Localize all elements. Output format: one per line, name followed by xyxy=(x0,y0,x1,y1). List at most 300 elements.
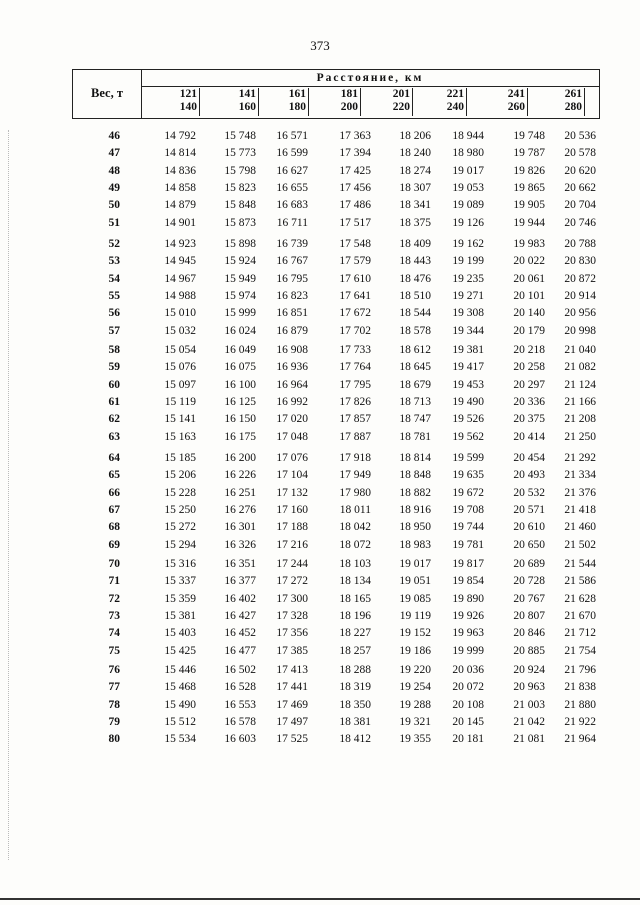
range-to: 260 xyxy=(507,101,525,113)
tariff-cell: 20 650 xyxy=(513,538,545,551)
tariff-cell: 20 830 xyxy=(564,255,596,268)
tariff-cell: 19 999 xyxy=(452,644,484,657)
tariff-cell: 19 748 xyxy=(513,130,545,142)
tariff-cell: 15 228 xyxy=(164,486,196,499)
tariff-cell: 21 796 xyxy=(564,664,596,676)
tariff-cell: 16 683 xyxy=(276,199,308,212)
range-to: 220 xyxy=(392,101,410,113)
tariff-cell: 17 188 xyxy=(276,521,308,534)
tariff-cell: 20 336 xyxy=(513,395,545,408)
tariff-cell: 21 042 xyxy=(513,715,545,728)
tariff-cell: 20 140 xyxy=(513,307,545,320)
tariff-cell: 19 787 xyxy=(513,147,545,160)
tariff-cell: 19 781 xyxy=(452,538,484,551)
tariff-cell: 14 879 xyxy=(164,199,196,212)
tariff-cell: 19 254 xyxy=(399,681,431,694)
weight-cell: 46 xyxy=(108,130,120,142)
tariff-cell: 18 713 xyxy=(399,395,431,408)
tariff-cell: 17 517 xyxy=(339,216,371,229)
tariff-cell: 15 798 xyxy=(224,164,256,177)
tariff-cell: 20 218 xyxy=(513,344,545,356)
tariff-cell: 15 924 xyxy=(224,255,256,268)
weight-cell: 72 xyxy=(108,592,120,605)
tariff-cell: 19 963 xyxy=(452,627,484,640)
tariff-cell: 16 276 xyxy=(224,503,256,516)
tariff-cell: 15 163 xyxy=(164,430,196,443)
tariff-cell: 17 132 xyxy=(276,486,308,499)
tariff-cell: 17 356 xyxy=(276,627,308,640)
weight-cell: 61 xyxy=(108,395,120,408)
tariff-cell: 17 980 xyxy=(339,486,371,499)
tariff-cell: 15 206 xyxy=(164,469,196,482)
weight-cell: 74 xyxy=(108,627,120,640)
tariff-cell: 16 477 xyxy=(224,644,256,657)
tariff-cell: 20 914 xyxy=(564,289,596,302)
tariff-cell: 16 125 xyxy=(224,395,256,408)
tariff-cell: 19 562 xyxy=(452,430,484,443)
tariff-cell: 18 645 xyxy=(399,361,431,374)
tariff-cell: 16 351 xyxy=(224,558,256,570)
tariff-cell: 18 206 xyxy=(399,130,431,142)
tariff-cell: 20 532 xyxy=(513,486,545,499)
weight-cell: 65 xyxy=(108,469,120,482)
tariff-cell: 17 385 xyxy=(276,644,308,657)
page-bottom-edge xyxy=(0,898,640,900)
weight-cell: 80 xyxy=(108,733,120,746)
tariff-cell: 16 528 xyxy=(224,681,256,694)
tariff-cell: 17 441 xyxy=(276,681,308,694)
tariff-cell: 14 814 xyxy=(164,147,196,160)
tariff-cell: 17 328 xyxy=(276,609,308,622)
weight-cell: 64 xyxy=(108,452,120,464)
tariff-cell: 15 873 xyxy=(224,216,256,229)
range-from: 221 xyxy=(446,88,464,100)
tariff-cell: 19 983 xyxy=(513,238,545,250)
tariff-cell: 20 578 xyxy=(564,147,596,160)
tariff-cell: 17 702 xyxy=(339,324,371,337)
tariff-cell: 21 124 xyxy=(564,378,596,391)
tariff-cell: 18 103 xyxy=(339,558,371,570)
tariff-cell: 16 578 xyxy=(224,715,256,728)
tariff-cell: 21 754 xyxy=(564,644,596,657)
tariff-cell: 17 857 xyxy=(339,413,371,426)
tariff-cell: 20 072 xyxy=(452,681,484,694)
tariff-cell: 18 476 xyxy=(399,272,431,285)
tariff-cell: 19 199 xyxy=(452,255,484,268)
tariff-cell: 21 586 xyxy=(564,575,596,588)
tariff-cell: 18 288 xyxy=(339,664,371,676)
tariff-cell: 15 097 xyxy=(164,378,196,391)
tariff-cell: 18 983 xyxy=(399,538,431,551)
tariff-cell: 18 443 xyxy=(399,255,431,268)
range-from: 241 xyxy=(507,88,525,100)
tariff-cell: 14 945 xyxy=(164,255,196,268)
tariff-cell: 18 781 xyxy=(399,430,431,443)
weight-column-header: Вес, т xyxy=(73,70,142,118)
tariff-cell: 19 344 xyxy=(452,324,484,337)
tariff-cell: 18 375 xyxy=(399,216,431,229)
range-from: 261 xyxy=(564,88,582,100)
range-from: 201 xyxy=(392,88,410,100)
tariff-cell: 17 300 xyxy=(276,592,308,605)
tariff-cell: 21 082 xyxy=(564,361,596,374)
tariff-cell: 15 848 xyxy=(224,199,256,212)
tariff-cell: 19 826 xyxy=(513,164,545,177)
page-number: 373 xyxy=(310,38,330,53)
tariff-cell: 17 579 xyxy=(339,255,371,268)
weight-cell: 58 xyxy=(108,344,120,356)
tariff-cell: 18 011 xyxy=(339,503,371,516)
tariff-cell: 20 101 xyxy=(513,289,545,302)
tariff-cell: 21 502 xyxy=(564,538,596,551)
tariff-cell: 21 964 xyxy=(564,733,596,746)
tariff-cell: 20 061 xyxy=(513,272,545,285)
tariff-cell: 16 908 xyxy=(276,344,308,356)
weight-cell: 63 xyxy=(108,430,120,443)
tariff-cell: 16 571 xyxy=(276,130,308,142)
tariff-cell: 18 307 xyxy=(399,181,431,194)
tariff-cell: 21 334 xyxy=(564,469,596,482)
tariff-cell: 15 446 xyxy=(164,664,196,676)
tariff-cell: 20 767 xyxy=(513,592,545,605)
tariff-cell: 17 486 xyxy=(339,199,371,212)
tariff-cell: 20 181 xyxy=(452,733,484,746)
tariff-cell: 18 679 xyxy=(399,378,431,391)
tariff-cell: 21 250 xyxy=(564,430,596,443)
tariff-cell: 17 672 xyxy=(339,307,371,320)
tariff-cell: 18 042 xyxy=(339,521,371,534)
tariff-cell: 21 460 xyxy=(564,521,596,534)
distance-header: Расстояние, км xyxy=(141,70,599,87)
tariff-cell: 20 963 xyxy=(513,681,545,694)
tariff-cell: 17 641 xyxy=(339,289,371,302)
tariff-cell: 19 599 xyxy=(452,452,484,464)
tariff-cell: 21 040 xyxy=(564,344,596,356)
tariff-cell: 19 526 xyxy=(452,413,484,426)
tariff-cell: 19 817 xyxy=(452,558,484,570)
tariff-cell: 17 949 xyxy=(339,469,371,482)
tariff-cell: 16 603 xyxy=(224,733,256,746)
tariff-cell: 15 748 xyxy=(224,130,256,142)
tariff-cell: 15 359 xyxy=(164,592,196,605)
tariff-cell: 20 807 xyxy=(513,609,545,622)
tariff-cell: 16 100 xyxy=(224,378,256,391)
tariff-cell: 19 854 xyxy=(452,575,484,588)
tariff-cell: 17 733 xyxy=(339,344,371,356)
tariff-cell: 20 885 xyxy=(513,644,545,657)
tariff-cell: 18 409 xyxy=(399,238,431,250)
tariff-cell: 15 010 xyxy=(164,307,196,320)
weight-cell: 47 xyxy=(108,147,120,160)
tariff-cell: 20 662 xyxy=(564,181,596,194)
tariff-cell: 16 502 xyxy=(224,664,256,676)
tariff-cell: 18 578 xyxy=(399,324,431,337)
tariff-cell: 19 381 xyxy=(452,344,484,356)
tariff-cell: 21 922 xyxy=(564,715,596,728)
tariff-cell: 19 744 xyxy=(452,521,484,534)
tariff-cell: 20 258 xyxy=(513,361,545,374)
tariff-cell: 17 363 xyxy=(339,130,371,142)
tariff-cell: 19 162 xyxy=(452,238,484,250)
tariff-cell: 20 924 xyxy=(513,664,545,676)
tariff-cell: 20 145 xyxy=(452,715,484,728)
tariff-cell: 19 944 xyxy=(513,216,545,229)
tariff-cell: 21 376 xyxy=(564,486,596,499)
tariff-cell: 17 216 xyxy=(276,538,308,551)
tariff-cell: 19 271 xyxy=(452,289,484,302)
tariff-cell: 16 599 xyxy=(276,147,308,160)
range-to: 160 xyxy=(238,101,256,113)
tariff-cell: 17 497 xyxy=(276,715,308,728)
tariff-cell: 18 510 xyxy=(399,289,431,302)
tariff-cell: 15 898 xyxy=(224,238,256,250)
tariff-cell: 17 272 xyxy=(276,575,308,588)
tariff-cell: 14 923 xyxy=(164,238,196,250)
tariff-cell: 18 882 xyxy=(399,486,431,499)
tariff-cell: 16 452 xyxy=(224,627,256,640)
tariff-cell: 19 926 xyxy=(452,609,484,622)
tariff-cell: 18 227 xyxy=(339,627,371,640)
tariff-cell: 15 773 xyxy=(224,147,256,160)
tariff-cell: 14 792 xyxy=(164,130,196,142)
tariff-cell: 19 051 xyxy=(399,575,431,588)
tariff-cell: 20 375 xyxy=(513,413,545,426)
tariff-cell: 15 250 xyxy=(164,503,196,516)
tariff-cell: 18 544 xyxy=(399,307,431,320)
tariff-cell: 20 704 xyxy=(564,199,596,212)
tariff-cell: 21 292 xyxy=(564,452,596,464)
tariff-cell: 19 490 xyxy=(452,395,484,408)
tariff-cell: 18 274 xyxy=(399,164,431,177)
tariff-cell: 21 628 xyxy=(564,592,596,605)
tariff-cell: 19 186 xyxy=(399,644,431,657)
range-from: 161 xyxy=(288,88,306,100)
tariff-cell: 20 872 xyxy=(564,272,596,285)
tariff-cell: 19 355 xyxy=(399,733,431,746)
tariff-cell: 19 417 xyxy=(452,361,484,374)
tariff-cell: 15 054 xyxy=(164,344,196,356)
weight-cell: 57 xyxy=(108,324,120,337)
tariff-cell: 20 788 xyxy=(564,238,596,250)
tariff-cell: 15 032 xyxy=(164,324,196,337)
tariff-cell: 14 988 xyxy=(164,289,196,302)
tariff-cell: 15 490 xyxy=(164,698,196,711)
tariff-cell: 18 848 xyxy=(399,469,431,482)
tariff-cell: 16 711 xyxy=(276,216,308,229)
tariff-cell: 18 341 xyxy=(399,199,431,212)
weight-cell: 54 xyxy=(108,272,120,285)
tariff-cell: 16 823 xyxy=(276,289,308,302)
margin-line xyxy=(8,130,10,860)
tariff-cell: 15 823 xyxy=(224,181,256,194)
tariff-cell: 16 767 xyxy=(276,255,308,268)
tariff-cell: 19 288 xyxy=(399,698,431,711)
weight-cell: 66 xyxy=(108,486,120,499)
tariff-cell: 16 175 xyxy=(224,430,256,443)
tariff-cell: 14 901 xyxy=(164,216,196,229)
weight-cell: 52 xyxy=(108,238,120,250)
tariff-cell: 21 670 xyxy=(564,609,596,622)
weight-cell: 71 xyxy=(108,575,120,588)
range-from: 181 xyxy=(340,88,358,100)
weight-cell: 59 xyxy=(108,361,120,374)
tariff-cell: 19 220 xyxy=(399,664,431,676)
tariff-cell: 16 402 xyxy=(224,592,256,605)
weight-cell: 73 xyxy=(108,609,120,622)
tariff-cell: 16 627 xyxy=(276,164,308,177)
tariff-cell: 16 739 xyxy=(276,238,308,250)
tariff-cell: 19 308 xyxy=(452,307,484,320)
tariff-cell: 18 980 xyxy=(452,147,484,160)
tariff-cell: 16 851 xyxy=(276,307,308,320)
tariff-cell: 18 950 xyxy=(399,521,431,534)
tariff-cell: 17 918 xyxy=(339,452,371,464)
tariff-cell: 20 454 xyxy=(513,452,545,464)
tariff-cell: 16 879 xyxy=(276,324,308,337)
range-to: 280 xyxy=(564,101,582,113)
tariff-cell: 17 160 xyxy=(276,503,308,516)
tariff-cell: 17 469 xyxy=(276,698,308,711)
tariff-cell: 18 319 xyxy=(339,681,371,694)
tariff-cell: 20 022 xyxy=(513,255,545,268)
tariff-cell: 21 208 xyxy=(564,413,596,426)
tariff-cell: 20 108 xyxy=(452,698,484,711)
range-from: 121 xyxy=(179,88,197,100)
tariff-cell: 19 085 xyxy=(399,592,431,605)
tariff-cell: 19 708 xyxy=(452,503,484,516)
tariff-cell: 17 394 xyxy=(339,147,371,160)
tariff-cell: 15 974 xyxy=(224,289,256,302)
tariff-cell: 15 468 xyxy=(164,681,196,694)
weight-cell: 60 xyxy=(108,378,120,391)
tariff-cell: 19 119 xyxy=(399,609,431,622)
tariff-cell: 18 240 xyxy=(399,147,431,160)
tariff-cell: 19 053 xyxy=(452,181,484,194)
tariff-cell: 20 846 xyxy=(513,627,545,640)
tariff-cell: 18 381 xyxy=(339,715,371,728)
tariff-cell: 20 493 xyxy=(513,469,545,482)
tariff-cell: 21 712 xyxy=(564,627,596,640)
tariff-cell: 17 525 xyxy=(276,733,308,746)
tariff-cell: 19 865 xyxy=(513,181,545,194)
tariff-cell: 16 301 xyxy=(224,521,256,534)
weight-cell: 68 xyxy=(108,521,120,534)
tariff-cell: 20 746 xyxy=(564,216,596,229)
tariff-cell: 19 672 xyxy=(452,486,484,499)
tariff-cell: 19 635 xyxy=(452,469,484,482)
weight-cell: 51 xyxy=(108,216,120,229)
tariff-cell: 15 534 xyxy=(164,733,196,746)
tariff-cell: 21 003 xyxy=(513,698,545,711)
tariff-cell: 20 998 xyxy=(564,324,596,337)
tariff-cell: 16 795 xyxy=(276,272,308,285)
tariff-cell: 18 196 xyxy=(339,609,371,622)
tariff-cell: 15 294 xyxy=(164,538,196,551)
weight-cell: 53 xyxy=(108,255,120,268)
tariff-cell: 15 141 xyxy=(164,413,196,426)
tariff-cell: 19 017 xyxy=(452,164,484,177)
tariff-cell: 20 689 xyxy=(513,558,545,570)
tariff-cell: 16 377 xyxy=(224,575,256,588)
tariff-cell: 19 905 xyxy=(513,199,545,212)
tariff-cell: 20 610 xyxy=(513,521,545,534)
tariff-cell: 19 235 xyxy=(452,272,484,285)
tariff-cell: 19 089 xyxy=(452,199,484,212)
weight-cell: 49 xyxy=(108,181,120,194)
range-to: 200 xyxy=(340,101,358,113)
tariff-cell: 17 048 xyxy=(276,430,308,443)
tariff-cell: 21 544 xyxy=(564,558,596,570)
tariff-cell: 16 655 xyxy=(276,181,308,194)
tariff-cell: 15 999 xyxy=(224,307,256,320)
weight-cell: 79 xyxy=(108,715,120,728)
tariff-cell: 20 571 xyxy=(513,503,545,516)
tariff-cell: 18 747 xyxy=(399,413,431,426)
tariff-cell: 14 858 xyxy=(164,181,196,194)
weight-cell: 67 xyxy=(108,503,120,516)
tariff-cell: 20 036 xyxy=(452,664,484,676)
tariff-cell: 15 076 xyxy=(164,361,196,374)
range-to: 180 xyxy=(288,101,306,113)
weight-cell: 48 xyxy=(108,164,120,177)
tariff-cell: 20 728 xyxy=(513,575,545,588)
tariff-cell: 17 610 xyxy=(339,272,371,285)
weight-cell: 55 xyxy=(108,289,120,302)
range-to: 240 xyxy=(446,101,464,113)
tariff-cell: 17 104 xyxy=(276,469,308,482)
weight-cell: 70 xyxy=(108,558,120,570)
tariff-cell: 16 964 xyxy=(276,378,308,391)
tariff-cell: 18 412 xyxy=(339,733,371,746)
tariff-cell: 15 949 xyxy=(224,272,256,285)
tariff-cell: 17 795 xyxy=(339,378,371,391)
weight-cell: 56 xyxy=(108,307,120,320)
tariff-cell: 18 814 xyxy=(399,452,431,464)
tariff-cell: 18 257 xyxy=(339,644,371,657)
tariff-cell: 20 297 xyxy=(513,378,545,391)
range-to: 140 xyxy=(179,101,197,113)
tariff-cell: 16 936 xyxy=(276,361,308,374)
weight-cell: 77 xyxy=(108,681,120,694)
tariff-cell: 19 017 xyxy=(399,558,431,570)
tariff-cell: 18 072 xyxy=(339,538,371,551)
tariff-cell: 16 049 xyxy=(224,344,256,356)
tariff-cell: 15 512 xyxy=(164,715,196,728)
tariff-cell: 16 992 xyxy=(276,395,308,408)
tariff-cell: 16 075 xyxy=(224,361,256,374)
tariff-cell: 16 326 xyxy=(224,538,256,551)
tariff-cell: 15 185 xyxy=(164,452,196,464)
tariff-cell: 17 413 xyxy=(276,664,308,676)
tariff-cell: 20 414 xyxy=(513,430,545,443)
tariff-cell: 17 456 xyxy=(339,181,371,194)
tariff-cell: 15 316 xyxy=(164,558,196,570)
tariff-cell: 15 272 xyxy=(164,521,196,534)
tariff-cell: 20 620 xyxy=(564,164,596,177)
tariff-cell: 19 126 xyxy=(452,216,484,229)
tariff-cell: 16 553 xyxy=(224,698,256,711)
range-from: 141 xyxy=(238,88,256,100)
tariff-cell: 16 226 xyxy=(224,469,256,482)
tariff-cell: 17 826 xyxy=(339,395,371,408)
tariff-cell: 14 967 xyxy=(164,272,196,285)
tariff-cell: 21 418 xyxy=(564,503,596,516)
tariff-cell: 16 200 xyxy=(224,452,256,464)
tariff-cell: 18 944 xyxy=(452,130,484,142)
weight-cell: 78 xyxy=(108,698,120,711)
tariff-cell: 15 425 xyxy=(164,644,196,657)
tariff-cell: 21 166 xyxy=(564,395,596,408)
